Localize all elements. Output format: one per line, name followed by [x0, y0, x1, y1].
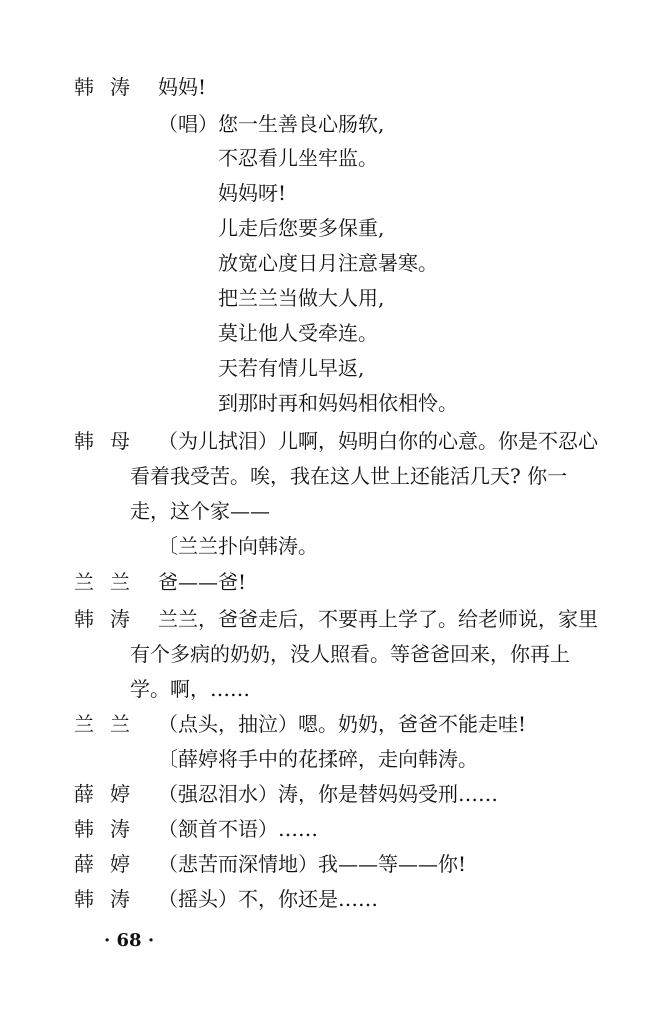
speaker-name: 兰兰 — [74, 712, 146, 736]
speaker-name: 兰兰 — [74, 570, 146, 594]
song-text: 莫让他人受牵连。 — [218, 321, 378, 345]
dialogue-text: 走，这个家—— — [130, 499, 270, 523]
speaker-name: 韩母 — [74, 429, 146, 453]
dialogue-text: 爸——爸! — [158, 570, 247, 594]
dialogue-text: 学。啊，…… — [130, 677, 250, 701]
song-text: 妈妈呀! — [218, 181, 287, 205]
stage-direction-text: 〔兰兰扑向韩涛。 — [158, 534, 318, 558]
song-text: 儿走后您要多保重, — [218, 216, 385, 240]
song-intro-text: （唱）您一生善良心肠软, — [158, 112, 385, 136]
dialogue-text: 兰兰，爸爸走后，不要再上学了。给老师说，家里 — [158, 607, 598, 631]
speaker-name: 薛婷 — [74, 852, 146, 876]
dialogue-text: （摇头）不，你还是…… — [158, 887, 378, 911]
dialogue-text: （强忍泪水）涛，你是替妈妈受刑…… — [158, 782, 498, 806]
dialogue-text: 看着我受苦。唉，我在这人世上还能活几天? 你一 — [130, 464, 568, 488]
speaker-name: 韩涛 — [74, 887, 146, 911]
song-text: 到那时再和妈妈相依相怜。 — [218, 391, 458, 415]
dialogue-text: 有个多病的奶奶，没人照看。等爸爸回来，你再上 — [130, 642, 570, 666]
song-text: 放宽心度日月注意暑寒。 — [218, 251, 438, 275]
dialogue-text: （为儿拭泪）儿啊，妈明白你的心意。你是不忍心 — [158, 429, 598, 453]
song-text: 天若有情儿早返, — [218, 356, 365, 380]
stage-direction-text: 〔薛婷将手中的花揉碎，走向韩涛。 — [158, 747, 478, 771]
dialogue-text: 妈妈! — [158, 75, 207, 99]
song-text: 把兰兰当做大人用, — [218, 286, 385, 310]
speaker-name: 韩涛 — [74, 817, 146, 841]
speaker-name: 韩涛 — [74, 607, 146, 631]
page-number: · 68 · — [104, 930, 155, 951]
speaker-name: 薛婷 — [74, 782, 146, 806]
dialogue-text: （悲苦而深情地）我——等——你! — [158, 852, 467, 876]
song-text: 不忍看儿坐牢监。 — [218, 146, 378, 170]
dialogue-text: （颔首不语）…… — [158, 817, 318, 841]
speaker-name: 韩涛 — [74, 75, 146, 99]
dialogue-text: （点头，抽泣）嗯。奶奶，爸爸不能走哇! — [158, 712, 527, 736]
